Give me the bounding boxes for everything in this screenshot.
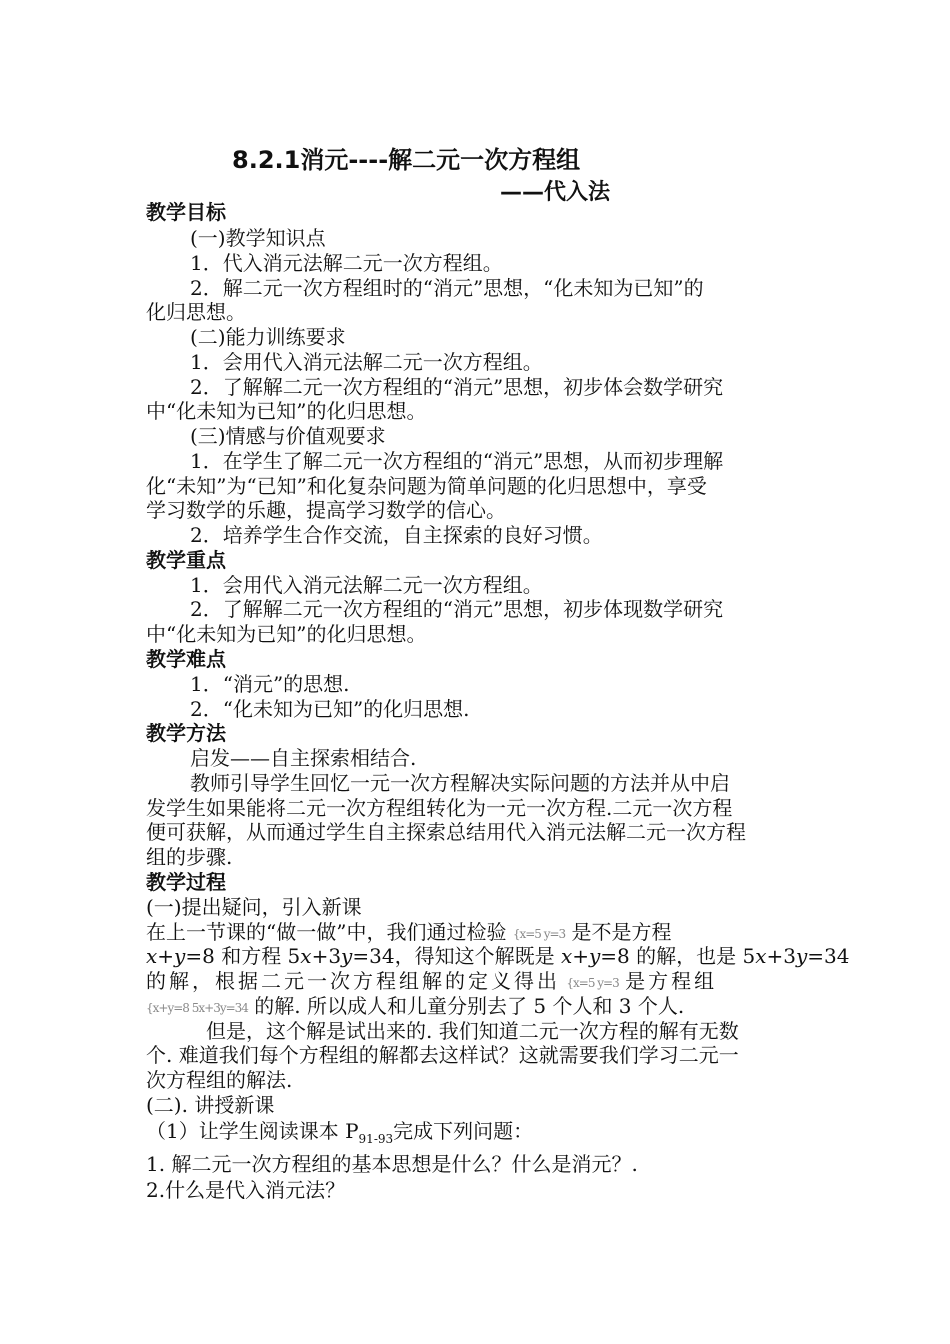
eq-text: =34 [807, 944, 850, 968]
process-question-0 [146, 1119, 806, 1151]
goals-p1-2a: 2．解二元一次方程组时的“消元”思想，“化未知为已知”的 [190, 276, 704, 300]
var-x: x [300, 944, 312, 968]
page-title: 8.2.1消元----解二元一次方程组 [232, 146, 581, 174]
var-x: x [560, 944, 573, 968]
key-2b: 中“化未知为已知”的化归思想。 [146, 622, 427, 646]
section-heading-difficulty: 教学难点 [146, 647, 226, 671]
op: + [157, 944, 175, 968]
method-1: 启发——自主探索相结合. [190, 746, 417, 770]
process-para-a: 但是，这个解是试出来的. 我们知道二元一次方程的解有无数 [206, 1019, 739, 1043]
q0-pages: 91-93 [358, 1132, 394, 1146]
eq-text: =34，得知这个解既是 [352, 944, 555, 968]
process-question-2: 2.什么是代入消元法？ [146, 1178, 346, 1202]
process-line2 [146, 944, 850, 968]
goals-p3-1a: 1．在学生了解二元一次方程组的“消元”思想，从而初步理解 [190, 449, 724, 473]
page-subtitle: ——代入法 [500, 180, 611, 205]
goals-p2-2a: 2．了解解二元一次方程组的“消元”思想，初步体会数学研究 [190, 375, 724, 399]
system-formula-image: {x+y=8 5x+3y=34 [146, 1000, 248, 1015]
process-line1-tail: 是不是方程 [571, 920, 672, 944]
var-y: y [341, 944, 353, 968]
process-line3 [146, 969, 806, 995]
var-x: x [146, 944, 158, 968]
q0-pre: （1）让学生阅读课本 P [146, 1119, 359, 1143]
process-line4-text: 的解. 所以成人和儿童分别去了 5 个人和 3 个人. [254, 994, 685, 1018]
op: + [572, 944, 589, 968]
goals-p2-1: 1．会用代入消元法解二元一次方程组。 [190, 350, 543, 374]
goals-p2-2b: 中“化未知为已知”的化归思想。 [146, 399, 427, 423]
section-heading-method: 教学方法 [146, 721, 226, 745]
process-step2-title: (二). 讲授新课 [146, 1093, 275, 1117]
var-x: x [755, 944, 767, 968]
var-y: y [588, 944, 601, 968]
goals-p3-1c: 学习数学的乐趣，提高学习数学的信心。 [146, 498, 506, 522]
section-heading-key: 教学重点 [146, 548, 226, 572]
process-para-b: 个. 难道我们每个方程组的解都去这样试？这就需要我们学习二元一 [146, 1043, 739, 1067]
method-2a: 教师引导学生回忆一元一次方程解决实际问题的方法并从中启 [190, 771, 730, 795]
var-y: y [174, 944, 186, 968]
key-2a: 2．了解解二元一次方程组的“消元”思想，初步体现数学研究 [190, 597, 724, 621]
key-1: 1．会用代入消元法解二元一次方程组。 [190, 573, 543, 597]
method-2c: 便可获解，从而通过学生自主探索总结用代入消元法解二元一次方程 [146, 820, 746, 844]
method-2d: 组的步骤. [146, 845, 233, 869]
process-line4 [146, 994, 806, 1020]
difficulty-2: 2．“化未知为已知”的化归思想. [190, 697, 470, 721]
solution-formula-image: {x=5 y=3 [512, 926, 566, 941]
process-line3-text: 的解，根据二元一次方程组解的定义得出 [146, 969, 560, 993]
section-heading-process: 教学过程 [146, 870, 226, 894]
goals-part2: (二)能力训练要求 [190, 325, 346, 349]
goals-p1-2b: 化归思想。 [146, 300, 246, 324]
q0-post: 完成下列问题： [393, 1119, 534, 1143]
goals-p1-1: 1．代入消元法解二元一次方程组。 [190, 251, 503, 275]
method-2b: 发学生如果能将二元一次方程组转化为一元一次方程.二元一次方程 [146, 796, 733, 820]
goals-part1: (一)教学知识点 [190, 226, 326, 250]
process-line1 [146, 920, 806, 946]
process-question-1: 1. 解二元一次方程组的基本思想是什么？什么是消元？. [146, 1152, 638, 1176]
difficulty-1: 1．“消元”的思想. [190, 672, 350, 696]
process-line1-text: 在上一节课的“做一做”中，我们通过检验 [146, 920, 507, 944]
section-heading-goals: 教学目标 [146, 200, 226, 224]
process-para-c: 次方程组的解法. [146, 1068, 293, 1092]
eq-text: =8 的解，也是 5 [600, 944, 756, 968]
op: +3 [766, 944, 796, 968]
eq-text: =8 和方程 5 [185, 944, 301, 968]
process-line3-tail: 是方程组 [625, 969, 718, 993]
solution-formula-image-2: {x=5 y=3 [566, 975, 619, 990]
goals-part3: (三)情感与价值观要求 [190, 424, 386, 448]
goals-p3-2: 2．培养学生合作交流，自主探索的良好习惯。 [190, 523, 603, 547]
goals-p3-1b: 化“未知”为“已知”和化复杂问题为简单问题的化归思想中，享受 [146, 474, 707, 498]
var-y: y [795, 944, 808, 968]
op: +3 [311, 944, 342, 968]
process-step1-title: (一)提出疑问，引入新课 [146, 895, 362, 919]
